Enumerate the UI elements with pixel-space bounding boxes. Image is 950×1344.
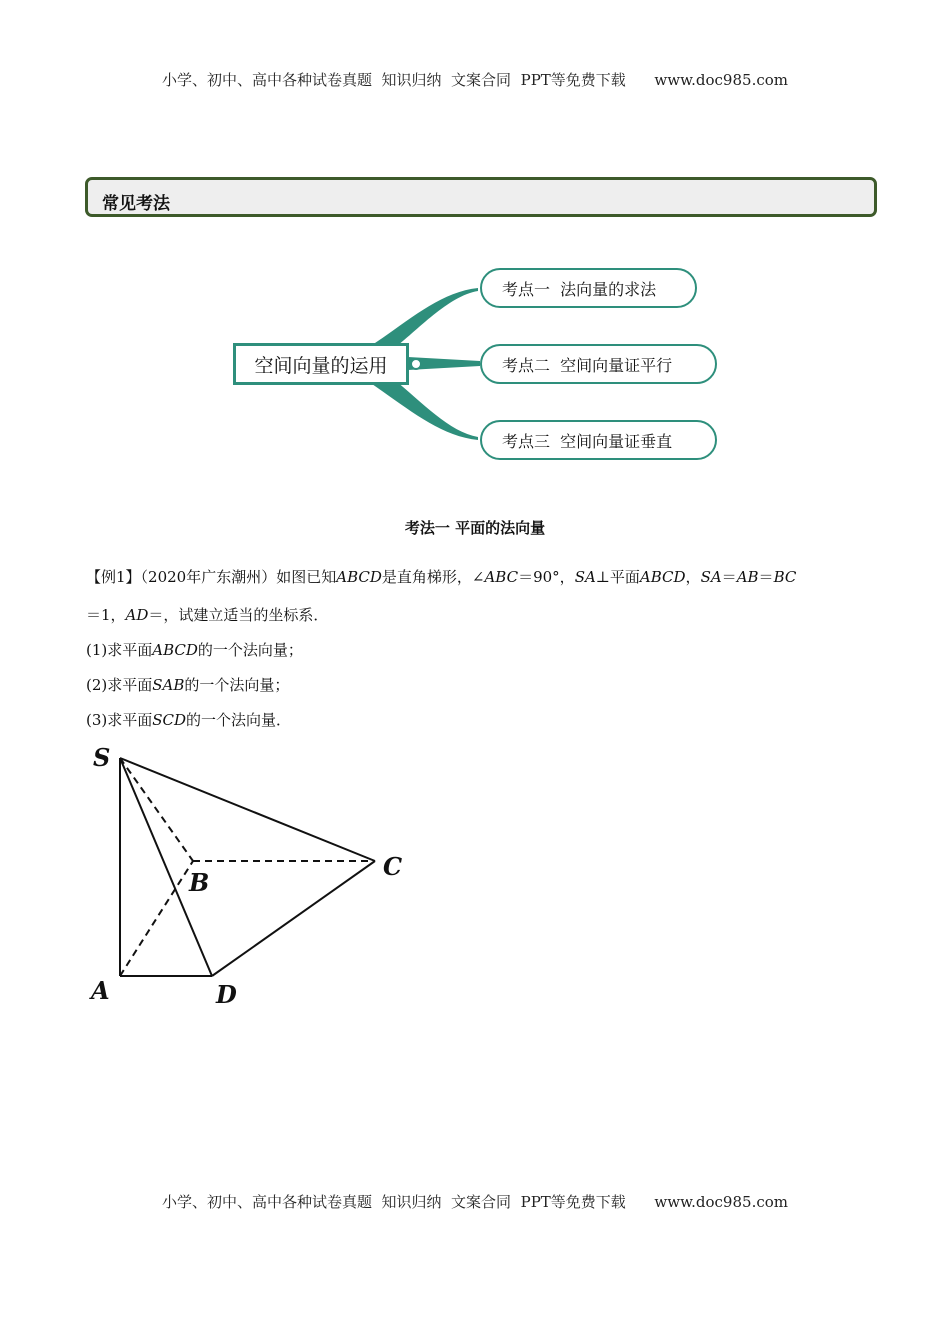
question-text: 的一个法向量；: [184, 676, 290, 694]
example-line-2: [86, 604, 328, 625]
math-var: ABCD: [152, 641, 198, 659]
edge-AB-hidden: [120, 861, 193, 976]
math-var: SCD: [152, 711, 187, 729]
example-text: ＝，试建立适当的坐标系．: [148, 606, 329, 624]
page-footer: 小学、初中、高中各种试卷真题 知识归纳 文案合同 PPT等免费下载 www.doc985.com: [161, 1193, 788, 1211]
mindmap-center-node: 空间向量的运用: [233, 343, 409, 385]
example-text: ＝1，: [86, 606, 126, 624]
mindmap-branch-1: 考点一 法向量的求法: [480, 268, 697, 308]
edge-DC: [212, 861, 375, 976]
vertex-label-B: B: [189, 868, 210, 897]
vertex-label-A: A: [91, 976, 110, 1005]
math-var: ABCD: [336, 568, 382, 586]
question-text: (1)求平面: [86, 641, 153, 659]
branch-connector-top: [372, 288, 478, 350]
question-2: [86, 674, 289, 695]
example-text: ＝: [758, 568, 774, 586]
vertex-label-C: C: [383, 852, 403, 881]
math-var: ABC: [484, 568, 519, 586]
math-var: BC: [773, 568, 797, 586]
connector-knob: [411, 359, 421, 369]
math-var: SAB: [152, 676, 185, 694]
math-var: SA: [574, 568, 596, 586]
branch-connector-bottom: [372, 378, 478, 440]
math-var: AB: [736, 568, 759, 586]
question-text: (2)求平面: [86, 676, 153, 694]
example-text: 如图已知: [276, 568, 337, 586]
example-line-1: [86, 566, 796, 587]
math-var: AD: [125, 606, 149, 624]
example-tag: 【例1】: [86, 568, 141, 586]
page-header: 小学、初中、高中各种试卷真题 知识归纳 文案合同 PPT等免费下载 www.doc985.com: [161, 71, 788, 89]
question-text: (3)求平面: [86, 711, 153, 729]
example-source: （2020年广东潮州）: [140, 568, 277, 586]
example-text: ＝90°，: [518, 568, 575, 586]
vertex-label-S: S: [93, 743, 111, 772]
example-text: ，: [685, 568, 701, 586]
question-text: 的一个法向量；: [197, 641, 303, 659]
mindmap-connectors: [0, 0, 950, 500]
example-text: ＝: [721, 568, 737, 586]
question-text: 的一个法向量．: [186, 711, 292, 729]
edge-SC: [120, 758, 375, 861]
mindmap-branch-3: 考点三 空间向量证垂直: [480, 420, 717, 460]
question-3: [86, 709, 291, 730]
pyramid-diagram: [85, 740, 415, 1020]
math-var: ABCD: [639, 568, 686, 586]
section-title: 常见考法: [102, 194, 170, 214]
vertex-label-D: D: [216, 980, 237, 1009]
edge-SD: [120, 758, 212, 976]
example-text: ⊥平面: [595, 568, 640, 586]
math-var: SA: [700, 568, 722, 586]
question-1: [86, 639, 303, 660]
example-text: 是直角梯形，∠: [381, 568, 485, 586]
mindmap-branch-2: 考点二 空间向量证平行: [480, 344, 717, 384]
method-title: 考法一 平面的法向量: [404, 519, 546, 537]
pyramid-figure: [85, 740, 415, 1020]
